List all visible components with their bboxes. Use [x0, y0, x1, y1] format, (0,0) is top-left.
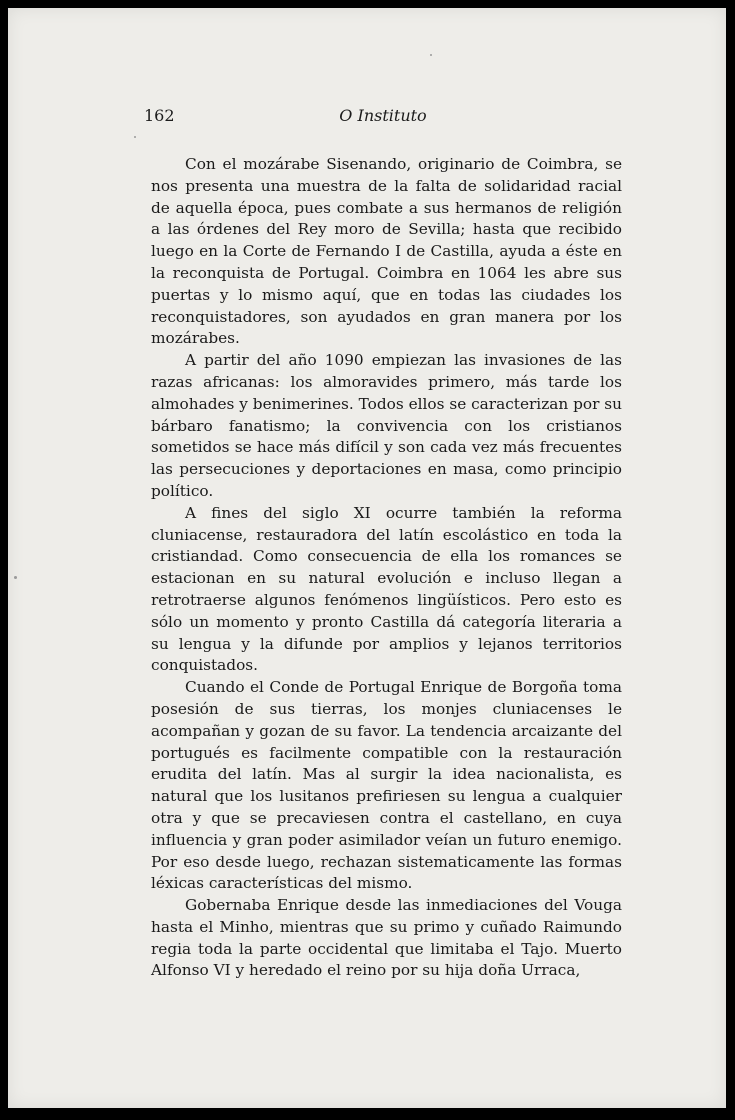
- body-text: [151, 154, 622, 982]
- page-number: 162: [144, 106, 175, 125]
- paper-speck: [14, 576, 17, 579]
- running-title: O Instituto: [339, 106, 427, 125]
- book-page: [8, 8, 726, 1108]
- paper-speck: [430, 54, 432, 56]
- paragraph: A fines del siglo XI ocurre también la reforma cluniacense, restauradora del latín escolástico en toda la cristiandad. Como consecuencia de ella los romances se estacionan en su natural evolución e incluso llegan a retrotraerse algunos fenómenos lingüísticos. Pero esto es sólo un momento y pronto Castilla dá categoría literaria a su lengua y la difunde por amplios y lejanos territorios conquistados.: [151, 503, 622, 675]
- paragraph: Gobernaba Enrique desde las inmediaciones del Vouga hasta el Minho, mientras que su primo y cuñado Raimundo regia toda la parte occidental que limitaba el Tajo. Muerto Alfonso VI y heredado el reino por su hija doña Urraca,: [151, 896, 622, 980]
- page-header: [144, 106, 622, 130]
- paragraph: Con el mozárabe Sisenando, originario de Coimbra, se nos presenta una muestra de la falta de solidaridad racial de aquella época, pues combate a sus hermanos de religión a las órdenes del Rey moro de Sevilla; hasta que recibido luego en la Corte de Fernando I de Castilla, ayuda a éste en la reconquista de Portugal. Coimbra en 1064 les abre sus puertas y lo mismo aquí, que en todas las ciudades los reconquistadores, son ayudados en gran manera por los mozárabes.: [151, 155, 622, 348]
- paragraph: A partir del año 1090 empiezan las invasiones de las razas africanas: los almoravides primero, más tarde los almohades y benimerines. Todos ellos se caracterizan por su bárbaro fanatismo; la convivencia con los cristianos sometidos se hace más difícil y son cada vez más frecuentes las persecuciones y deportaciones en masa, como principio político.: [151, 351, 622, 500]
- paper-speck: [134, 136, 136, 138]
- paragraph: Cuando el Conde de Portugal Enrique de Borgoña toma posesión de sus tierras, los monjes cluniacenses le acompañan y gozan de su favor. La tendencia arcaizante del portugués es facilmente compatible con la restauración erudita del latín. Mas al surgir la idea nacionalista, es natural que los lusitanos prefiriesen su lengua a cualquier otra y que se precaviesen contra el castellano, en cuya influencia y gran poder asimilador veían un futuro enemigo. Por eso desde luego, rechazan sistematicamente las formas léxicas características del mismo.: [151, 678, 622, 893]
